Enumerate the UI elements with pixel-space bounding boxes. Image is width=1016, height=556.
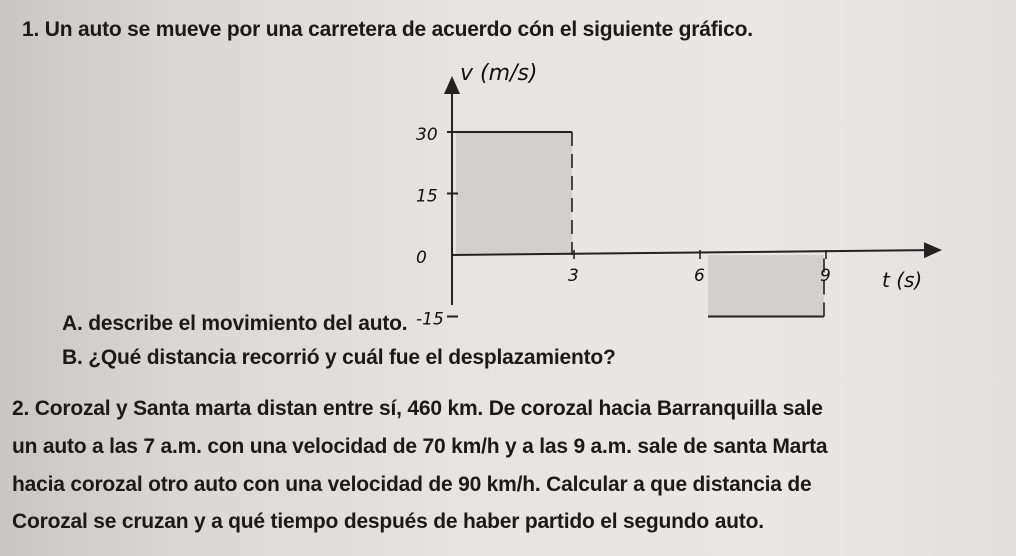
x-tick-label-3: 9 (820, 266, 831, 286)
problem-1-part-b: B. ¿Qué distancia recorrió y cuál fue el desplazamiento? (62, 346, 616, 369)
y-axis-label: v (m/s) (460, 61, 538, 86)
problem-2-line-2: un auto a las 7 a.m. con una velocidad de 70 km/h y a las 9 a.m. sale de santa Marta (12, 435, 828, 458)
shaded-area-3 (708, 255, 824, 317)
problem-2-line-1: 2. Corozal y Santa marta distan entre sí, 460 km. De corozal hacia Barranquilla sale (12, 397, 823, 420)
problem-2-line-3: hacia corozal otro auto con una velocidad de 90 km/h. Calcular a que distancia de (12, 473, 812, 496)
y-tick-label-4: -15 (416, 309, 444, 330)
y-tick-label-3: 0 (416, 248, 427, 268)
problem-1-part-a: A. describe el movimiento del auto. (62, 312, 408, 335)
problem-1-statement: 1. Un auto se mueve por una carretera de acuerdo cón el siguiente gráfico. (22, 18, 753, 41)
y-tick-label-1: 30 (416, 125, 438, 145)
problem-2-line-4: Corozal se cruzan y a qué tiempo después de haber partido el segundo auto. (12, 510, 764, 533)
shaded-area-1 (456, 132, 572, 255)
x-tick-label-1: 3 (568, 266, 579, 286)
x-tick-label-2: 6 (694, 266, 705, 286)
x-axis-label: t (s) (882, 268, 923, 292)
y-tick-label-2: 15 (416, 186, 438, 207)
